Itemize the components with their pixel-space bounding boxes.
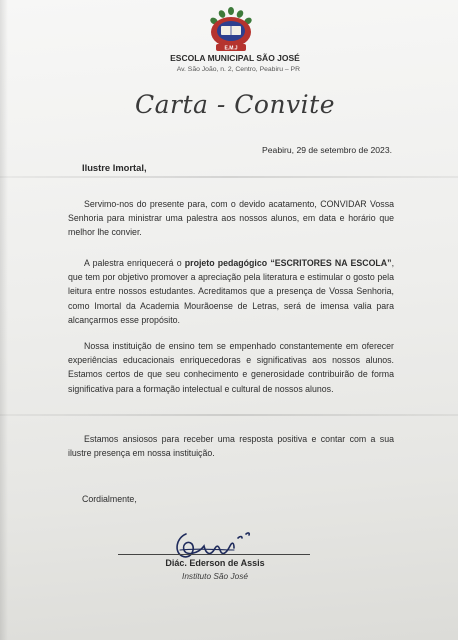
- crest-lettering: E.M.J: [224, 45, 238, 52]
- paragraph-4: [68, 432, 394, 460]
- school-name: ESCOLA MUNICIPAL SÃO JOSÉ: [170, 53, 300, 63]
- signer-name: Diác. Ederson de Assis: [165, 558, 265, 568]
- paragraph-2-text-end: , que tem por objetivo promover a apreciação pela literatura e estimular o gosto pela leitura entre nossos estudantes. Acreditamos que a presença de Vossa Senhoria, como Imortal da Academia Mourãoense de Letras, será de imensa valia para alcançarmos esse propósito.: [68, 258, 395, 325]
- signature-line: [118, 554, 310, 555]
- paragraph-3-text: Nossa instituição de ensino tem se empenhado constantemente em oferecer experiências educacionais enriquecedoras e significativas aos nossos alunos. Estamos certos de que seu conhecimento e generosidade contribuirão de forma significativa para a formação intelectual e cultural de nossos alunos.: [68, 341, 394, 394]
- letter-date: Peabiru, 29 de setembro de 2023.: [262, 145, 392, 155]
- paragraph-1-text: Servimo-nos do presente para, com o devido acatamento, CONVIDAR Vossa Senhoria para ministrar uma palestra aos nossos alunos, em data e horário que melhor lhe convier.: [68, 199, 394, 238]
- closing: Cordialmente,: [82, 494, 137, 504]
- document-title: Carta - Convite: [134, 90, 336, 119]
- signer-institution: Instituto São José: [182, 571, 248, 581]
- paragraph-3: [68, 339, 394, 396]
- paragraph-4-text: Estamos ansiosos para receber uma resposta positiva e contar com a sua ilustre presença em nossa instituição.: [68, 434, 394, 459]
- paragraph-2: [68, 256, 394, 327]
- paper-fold-lower: [0, 414, 458, 416]
- school-crest-icon: [200, 6, 262, 54]
- school-address: Av. São João, n. 2, Centro, Peabiru – PR: [176, 66, 300, 73]
- paper-fold-upper: [0, 176, 458, 178]
- greeting: Ilustre Imortal,: [82, 162, 147, 173]
- paragraph-2-text-start: A palestra enriquecerá o: [84, 258, 185, 268]
- project-name: projeto pedagógico “ESCRITORES NA ESCOLA”: [184, 258, 392, 268]
- paragraph-1: [68, 197, 394, 240]
- page-edge-shadow: [0, 0, 8, 640]
